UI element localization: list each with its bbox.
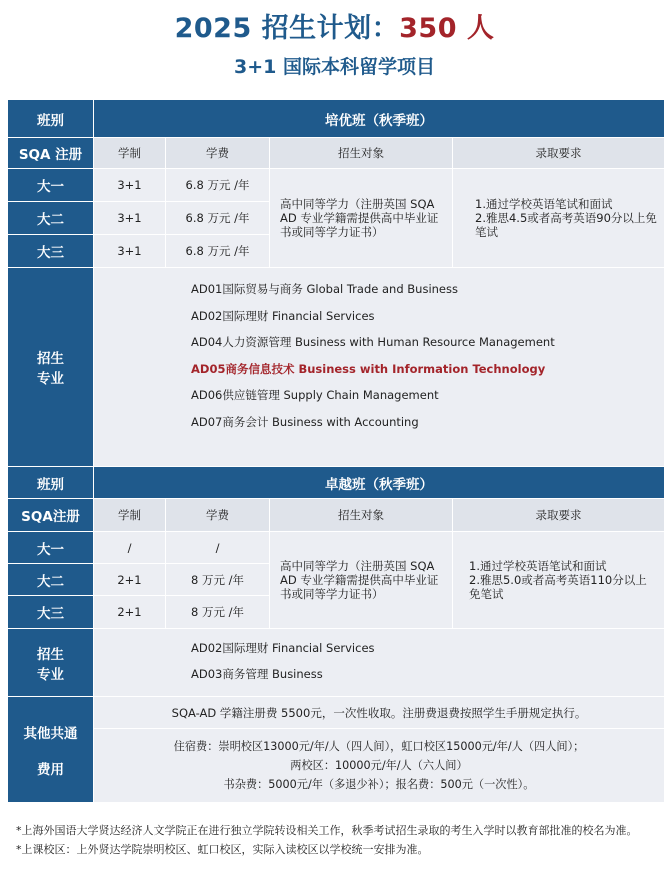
system-cell: 3+1 xyxy=(94,202,166,235)
page-subtitle: 3+1 国际本科留学项目 xyxy=(234,56,435,78)
section2-table xyxy=(7,466,665,803)
section2-title-row xyxy=(8,467,665,499)
section1-title-row xyxy=(8,100,665,138)
col-fee: 学费 xyxy=(166,138,270,169)
col-requirement: 录取要求 xyxy=(453,138,665,169)
majors-label xyxy=(8,629,94,697)
system-cell: 2+1 xyxy=(94,564,166,596)
page-title xyxy=(0,6,669,45)
system-cell: 3+1 xyxy=(94,169,166,202)
target-cell: 高中同等学力（注册英国 SQA AD 专业学籍需提供高中毕业证书或同等学力证书） xyxy=(270,532,453,629)
fee-cell: 8 万元 /年 xyxy=(166,564,270,596)
accommodation-fee-text: 住宿费：崇明校区13000元/年/人（四人间），虹口校区15000元/年/人（四人间）； xyxy=(173,740,585,753)
col-target: 招生对象 xyxy=(270,138,453,169)
col-system: 学制 xyxy=(94,138,166,169)
sqa-reg-label: SQA注册 xyxy=(8,499,94,532)
misc-fee-text: 书杂费：5000元/年（多退少补）；报名费：500元（一次性）。 xyxy=(223,778,535,791)
year-label: 大一 xyxy=(8,532,94,564)
majors-list xyxy=(94,629,665,697)
majors-label-line: 招生 xyxy=(37,351,64,367)
list-item: AD02国际理财 Financial Services xyxy=(191,641,375,655)
other-label-line: 其他共通 xyxy=(23,725,78,742)
fee-cell: 6.8 万元 /年 xyxy=(166,235,270,268)
class-type-label: 班别 xyxy=(8,100,94,138)
section2-name: 卓越班（秋季班） xyxy=(94,467,665,499)
fee-cell: 6.8 万元 /年 xyxy=(166,169,270,202)
requirement-line: 2.雅思4.5或者高考英语90分以上免笔试 xyxy=(475,211,657,239)
col-requirement: 录取要求 xyxy=(453,499,665,532)
other-fees-detail-row xyxy=(8,729,665,803)
system-cell: / xyxy=(94,532,166,564)
majors-list xyxy=(94,268,665,467)
section1-table xyxy=(7,99,665,467)
majors-label xyxy=(8,268,94,467)
year-label: 大二 xyxy=(8,202,94,235)
majors-label-line: 专业 xyxy=(37,666,64,683)
requirement-line: 2.雅思5.0或者高考英语110分以上免笔试 xyxy=(469,573,647,601)
six-person-fee-text: 两校区：10000元/年/人（六人间） xyxy=(290,759,468,772)
section2-header-row xyxy=(8,499,665,532)
fee-cell: / xyxy=(166,532,270,564)
class-type-label: 班别 xyxy=(8,467,94,499)
list-item: AD04人力资源管理 Business with Human Resource Management xyxy=(191,335,555,349)
sqa-reg-label: SQA 注册 xyxy=(8,138,94,169)
footnote: *上课校区：上外贤达学院崇明校区、虹口校区，实际入读校区以学校统一安排为准。 xyxy=(16,843,429,856)
footnote: *上海外国语大学贤达经济人文学院正在进行独立学院转设相关工作，秋季考试招生录取的考生入学时以教育部批准的校名为准。 xyxy=(16,824,638,837)
list-item: AD07商务会计 Business with Accounting xyxy=(191,414,419,429)
majors-label-line: 专业 xyxy=(37,371,64,387)
requirement-line: 1.通过学校英语笔试和面试 xyxy=(475,197,613,211)
col-system: 学制 xyxy=(94,499,166,532)
list-item: AD03商务管理 Business xyxy=(191,667,323,681)
year-label: 大二 xyxy=(8,564,94,596)
year-label: 大三 xyxy=(8,596,94,629)
year-label: 大一 xyxy=(8,169,94,202)
requirement-cell xyxy=(453,169,665,268)
other-fees-label xyxy=(8,697,94,803)
section1-majors-row xyxy=(8,268,665,467)
registration-fee-text: SQA-AD 学籍注册费 5500元，一次性收取。注册费退费按照学生手册规定执行。 xyxy=(94,697,665,729)
section2-majors-row xyxy=(8,629,665,697)
title-prefix: 2025 招生计划： xyxy=(174,13,400,44)
footnotes xyxy=(16,822,656,860)
list-item: AD06供应链管理 Supply Chain Management xyxy=(191,388,439,402)
list-item: AD01国际贸易与商务 Global Trade and Business xyxy=(191,282,458,296)
fee-details xyxy=(94,729,665,803)
fee-cell: 8 万元 /年 xyxy=(166,596,270,629)
system-cell: 2+1 xyxy=(94,596,166,629)
col-fee: 学费 xyxy=(166,499,270,532)
title-number: 350 人 xyxy=(399,13,495,44)
list-item: AD02国际理财 Financial Services xyxy=(191,308,375,323)
other-fees-row xyxy=(8,697,665,729)
col-target: 招生对象 xyxy=(270,499,453,532)
majors-label-line: 招生 xyxy=(37,646,64,663)
system-cell: 3+1 xyxy=(94,235,166,268)
year-label: 大三 xyxy=(8,235,94,268)
requirement-line: 1.通过学校英语笔试和面试 xyxy=(469,559,607,573)
section1-header-row xyxy=(8,138,665,169)
fee-cell: 6.8 万元 /年 xyxy=(166,202,270,235)
requirement-cell xyxy=(453,532,665,629)
table-row xyxy=(8,532,665,564)
list-item-highlighted: AD05商务信息技术 Business with Information Technology xyxy=(191,361,546,376)
other-label-line: 费用 xyxy=(37,761,64,778)
table-row xyxy=(8,169,665,202)
section1-name: 培优班（秋季班） xyxy=(94,100,665,138)
target-cell: 高中同等学力（注册英国 SQA AD 专业学籍需提供高中毕业证书或同等学力证书） xyxy=(270,169,453,268)
